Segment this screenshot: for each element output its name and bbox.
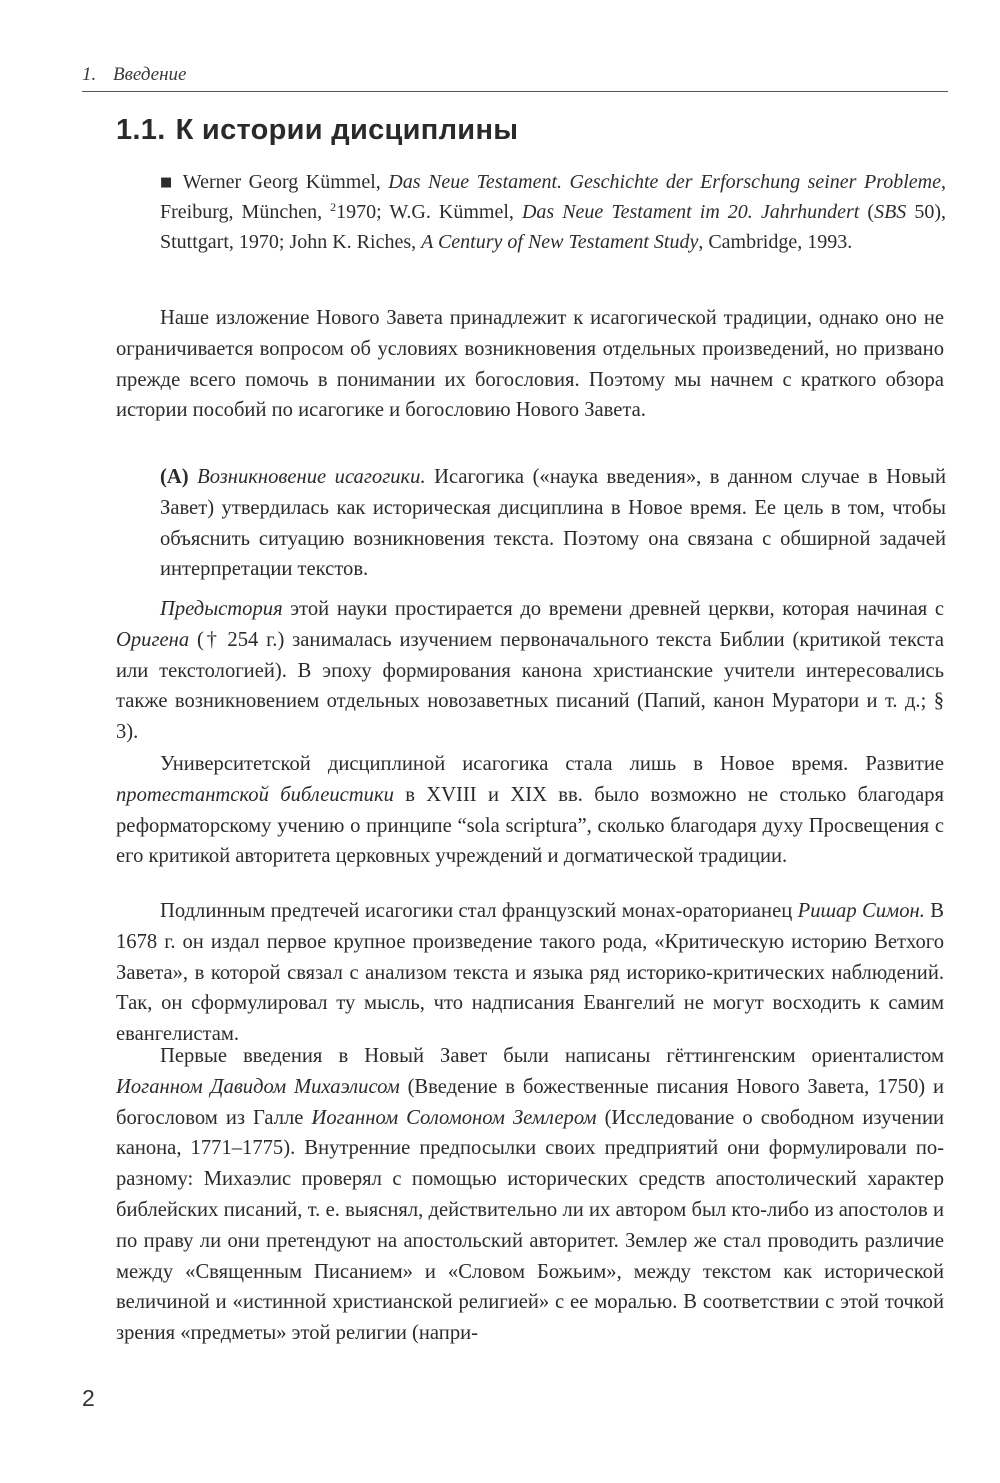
text-run: в XVIII и XIX вв. было возможно не столько благодаря реформаторскому учению о принципе “sola scriptura”, сколько благодаря духу Просвещения с его критикой авторитета церковных учреждений и догматической традиции. (116, 783, 944, 868)
text-run: 50), Stuttgart, 1970; John K. Riches, (160, 200, 946, 253)
paragraph-prehistory (116, 594, 944, 748)
text-run: Первые введения в Новый Завет были написаны гёттингенским ориенталистом (160, 1045, 944, 1067)
paragraph-intro (116, 303, 944, 426)
paragraph-first-introductions (116, 1041, 944, 1349)
text-run: (Исследование о свободном изучении канона, 1771–1775). Внутренние предпосылки своих предприятий они формулировали по-разному: Михаэлис проверял с помощью исторических средств апостолический характер библейских писаний, т. е. выяснял, действительно ли их автором был кто-либо из апостолов и по праву ли они претендуют на апостольский авторитет. Землер же стал проводить различие между «Священным Писанием» и «Словом Божьим», между текстом как исторической величиной и «истинной христианской религией» с ее моралью. В соответствии с этой точкой зрения «предметы» этой религии (напри- (116, 1106, 944, 1345)
text-run: , Freiburg, München, (160, 171, 946, 223)
text-run: этой науки простирается до времени древней церкви, которая начиная с (282, 598, 944, 620)
text-run: Предыстория (160, 598, 283, 620)
text-run: Оригена (116, 628, 190, 651)
text-run: A Century of New Testament Study (421, 230, 699, 253)
text-run: Подлинным предтечей исагогики стал французский монах-ораторианец (160, 900, 798, 922)
running-head (82, 64, 948, 92)
text-run: ( (859, 200, 875, 223)
text-run: Университетской дисциплиной исагогика стала лишь в Новое время. Развитие (160, 753, 944, 775)
text-run: Возникновение исагогики. (197, 466, 426, 488)
text-run: В 1678 г. он издал первое крупное произведение такого рода, «Критическую историю Ветхого Завета», в которой связал с анализом текста и языка ряд историко-критических наблюдений. Так, он сформулировал ту мысль, что надписания Евангелий не могут восходить к самим евангелистам. (116, 900, 944, 1046)
square-bullet-icon: ■ (160, 175, 175, 190)
text-run: Das Neue Testament im 20. Jahrhundert (521, 200, 860, 223)
page-number: 2 (82, 1385, 95, 1411)
text-run: Иоганном Соломоном Землером (311, 1106, 597, 1129)
text-run: протестантской библеистики (116, 783, 394, 806)
paragraph-subsection-a (160, 462, 946, 585)
text-run: 1970; W.G. Kümmel, (336, 200, 522, 223)
text-run: Das Neue Testament. Geschichte der Erforschung seiner Probleme (388, 171, 941, 193)
text-run: (Введение в божественные писания Нового Завета, 1750) и богословом из Галле (116, 1075, 944, 1129)
text-run: Исагогика («наука введения», в данном случае в Новый Завет) утвердилась как историческая дисциплина в Новое время. Ее цель в том, чтобы объяснить ситуацию возникновения текста. Поэтому она связана с обширной задачей интерпретации текстов. (160, 466, 946, 581)
paragraph-university-discipline (116, 749, 944, 872)
paragraph-richard-simon (116, 896, 944, 1050)
text-run: Наше изложение Нового Завета принадлежит к исагогической традиции, однако оно не ограничивается вопросом об условиях возникновения отдельных произведений, но призвано прежде всего помочь в понимании их богословия. Поэтому мы начнем с краткого обзора истории пособий по исагогике и богословию Нового Завета. (116, 307, 944, 422)
bibliography-note (160, 168, 946, 257)
text-run: , Cambridge, 1993. (698, 230, 853, 253)
text-run: Иоганном Давидом Михаэлисом (116, 1075, 400, 1098)
text-run: Werner Georg Kümmel, (182, 171, 389, 193)
text-run: († 254 г.) занималась изучением первоначального текста Библии (критикой текста или текстологией). В эпоху формирования канона христианские учители интересовались также возникновением отдельных новозаветных писаний (Папий, канон Муратори и т. д.; § 3). (116, 628, 944, 744)
text-run: 2 (330, 199, 337, 214)
text-run: (А) (160, 466, 198, 488)
running-head-number: 1. (82, 64, 97, 85)
running-head-title: Введение (113, 64, 187, 85)
section-heading: К истории дисциплины (175, 114, 519, 146)
bibliography-text (160, 171, 946, 253)
text-run: Ришар Симон. (797, 900, 925, 922)
text-run: SBS (874, 200, 907, 223)
section-title (116, 114, 518, 147)
section-number: 1.1. (116, 114, 166, 146)
